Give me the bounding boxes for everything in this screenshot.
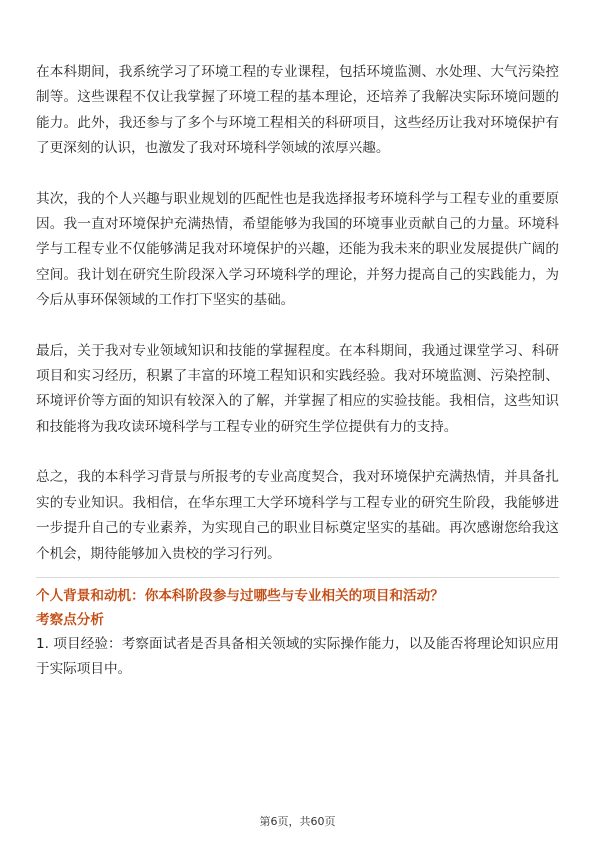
section-divider xyxy=(36,577,559,578)
analysis-heading: 考察点分析 xyxy=(36,611,104,628)
paragraph-gap xyxy=(36,314,559,339)
paragraph-1: 在本科期间，我系统学习了环境工程的专业课程，包括环境监测、水处理、大气污染控制等。这些课程不仅让我掌握了环境工程的基本理论，还培养了我解决实际环境问题的能力。此外，我还参与了多个与环境工程相关的科研项目，这些经历让我对环境保护有了更深刻的认识，也激发了我对环境科学领域的浓厚兴趣。 xyxy=(36,64,559,157)
paragraph-2: 其次，我的个人兴趣与职业规划的匹配性也是我选择报考环境科学与工程专业的重要原因。我一直对环境保护充满热情，希望能够为我国的环境事业贡献自己的力量。环境科学与工程专业不仅能够满足我对环境保护的兴趣，还能为我未来的职业发展提供广阔的空间。我计划在研究生阶段深入学习环境科学的理论，并努力提高自己的实践能力，为今后从事环保领域的工作打下坚实的基础。 xyxy=(36,190,559,309)
paragraph-4: 总之，我的本科学习背景与所报考的专业高度契合，我对环境保护充满热情，并具备扎实的专业知识。我相信，在华东理工大学环境科学与工程专业的研究生阶段，我能够进一步提升自己的专业素养，为实现自己的职业目标奠定坚实的基础。再次感谢您给我这个机会，期待能够加入贵校的学习行列。 xyxy=(36,469,559,562)
analysis-item-1: 1. 项目经验：考察面试者是否具备相关领域的实际操作能力，以及能否将理论知识应用于实际项目中。 xyxy=(36,635,559,678)
paragraph-gap xyxy=(36,162,559,187)
question-heading: 个人背景和动机：你本科阶段参与过哪些与专业相关的项目和活动？ xyxy=(36,587,444,604)
document-body xyxy=(36,60,559,683)
paragraph-gap xyxy=(36,440,559,465)
paragraph-3: 最后，关于我对专业领域知识和技能的掌握程度。在本科期间，我通过课堂学习、科研项目和实习经历，积累了丰富的环境工程知识和实践经验。我对环境监测、污染控制、环境评价等方面的知识有较深入的了解，并掌握了相应的实验技能。我相信，这些知识和技能将为我攻读环境科学与工程专业的研究生学位提供有力的支持。 xyxy=(36,342,559,435)
page-number-footer: 第6页，共60页 xyxy=(259,815,336,828)
